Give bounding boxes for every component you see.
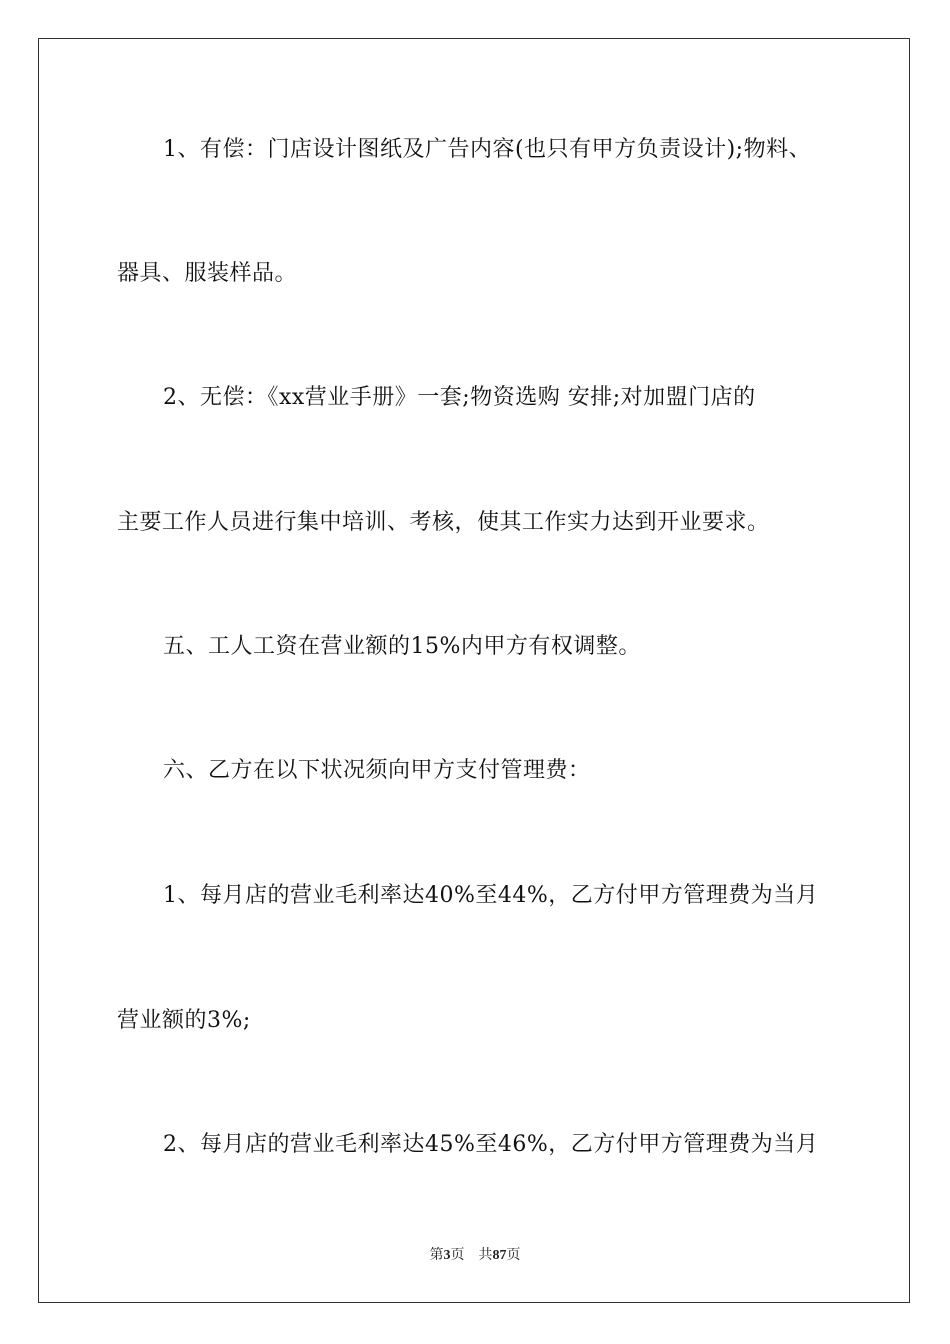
paragraph-line: 1、每月店的营业毛利率达40%至44%，乙方付甲方管理费为当月	[163, 883, 819, 908]
page-border	[38, 38, 910, 1303]
paragraph-line: 1、有偿：门店设计图纸及广告内容(也只有甲方负责设计);物料、	[163, 137, 812, 162]
paragraph-line: 六、乙方在以下状况须向甲方支付管理费：	[163, 758, 591, 783]
paragraph-line: 营业额的3%;	[117, 1008, 251, 1033]
page-label-suffix: 页	[450, 1248, 465, 1263]
current-page-number: 3	[443, 1248, 451, 1263]
total-page-count: 87	[492, 1248, 507, 1263]
paragraph-line: 五、工人工资在营业额的15%内甲方有权调整。	[163, 634, 641, 659]
paragraph-line: 2、无偿：《xx营业手册》一套;物资选购 安排;对加盟门店的	[163, 385, 756, 410]
page-label-prefix: 第	[429, 1248, 444, 1263]
paragraph-line: 器具、服装样品。	[117, 261, 298, 286]
paragraph-line: 主要工作人员进行集中培训、考核，使其工作实力达到开业要求。	[117, 510, 770, 535]
total-label-suffix: 页	[506, 1248, 521, 1263]
paragraph-line: 2、每月店的营业毛利率达45%至46%，乙方付甲方管理费为当月	[163, 1132, 819, 1157]
total-label-prefix: 共	[478, 1248, 493, 1263]
page-footer	[0, 1247, 950, 1265]
